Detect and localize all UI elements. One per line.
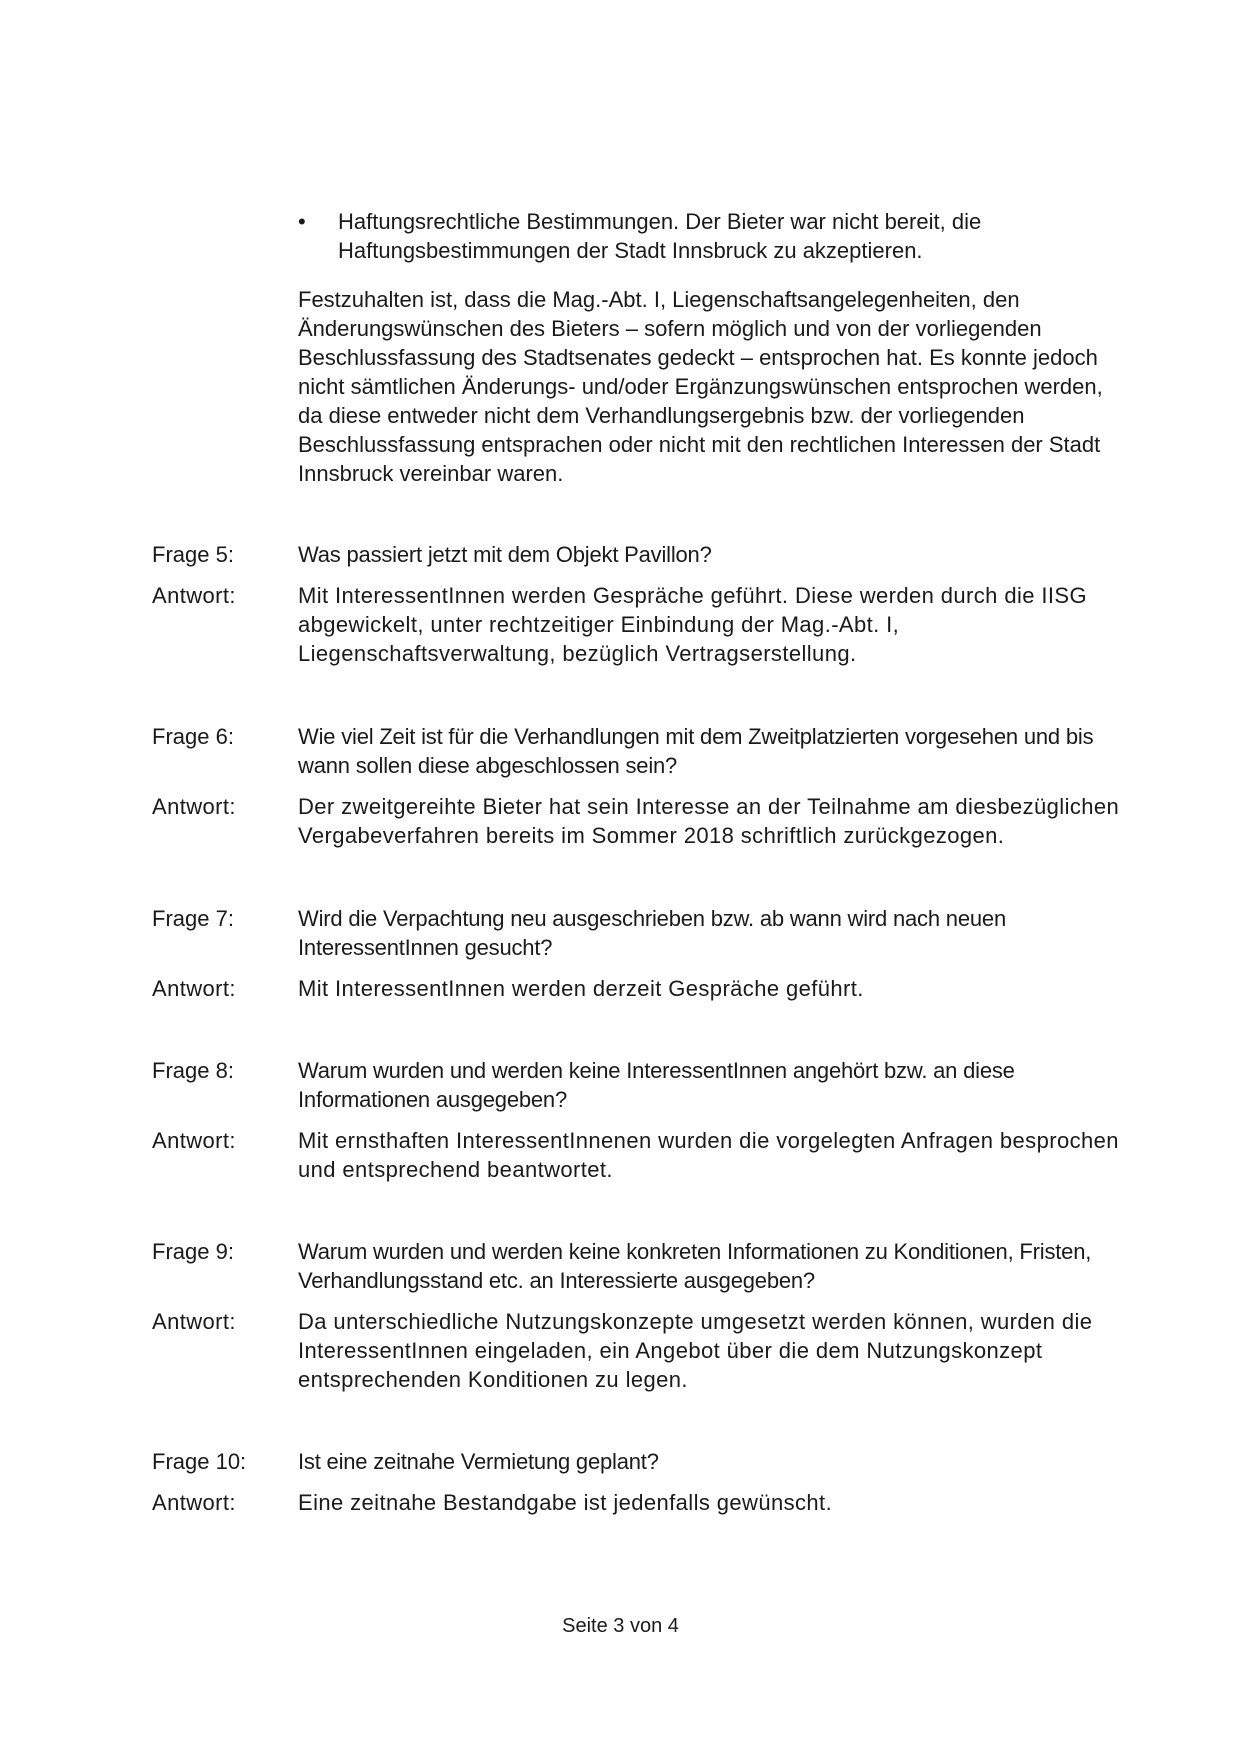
answer-text: Mit ernsthaften InteressentInnenen wurden die vorgelegten Anfragen besprochen und entsprechend beantwortet. xyxy=(298,1128,1119,1182)
question-label: Frage 7: xyxy=(152,906,234,931)
answer-row xyxy=(152,1488,1142,1517)
bullet-text: Haftungsrechtliche Bestimmungen. Der Bieter war nicht bereit, die Haftungsbestimmungen der Stadt Innsbruck zu akzeptieren. xyxy=(338,209,982,263)
page-footer: Seite 3 von 4 xyxy=(562,1615,679,1637)
question-row xyxy=(152,1237,1142,1295)
question-row xyxy=(152,540,1142,569)
qa-block-10 xyxy=(152,1447,1142,1529)
qa-block-8 xyxy=(152,1056,1142,1196)
answer-text: Da unterschiedliche Nutzungskonzepte umgesetzt werden können, wurden die InteressentInnen eingeladen, ein Angebot über die dem Nutzungskonzept entsprechenden Konditionen zu legen. xyxy=(298,1309,1093,1392)
question-text: Warum wurden und werden keine konkreten Informationen zu Konditionen, Fristen, Verhandlungsstand etc. an Interessierte ausgegeben? xyxy=(298,1239,1092,1293)
answer-label: Antwort: xyxy=(152,1128,236,1153)
question-text: Wie viel Zeit ist für die Verhandlungen mit dem Zweitplatzierten vorgesehen und bis wann sollen diese abgeschlossen sein? xyxy=(298,724,1094,778)
question-row xyxy=(152,1447,1142,1476)
question-label: Frage 8: xyxy=(152,1058,234,1083)
answer-row xyxy=(152,581,1142,668)
question-text: Ist eine zeitnahe Vermietung geplant? xyxy=(298,1449,659,1474)
question-text: Was passiert jetzt mit dem Objekt Pavillon? xyxy=(298,542,712,567)
answer-text: Mit InteressentInnen werden Gespräche geführt. Diese werden durch die IISG abgewickelt, unter rechtzeitiger Einbindung der Mag.-Abt. I, Liegenschaftsverwaltung, bezüglich Vertragserstellung. xyxy=(298,583,1088,666)
body-paragraph: Festzuhalten ist, dass die Mag.-Abt. I, Liegenschaftsangelegenheiten, den Änderungswünschen des Bieters – sofern möglich und von der vorliegenden Beschlussfassung des Stadtsenates gedeckt – entsprochen hat. Es konnte jedoch nicht sämtlichen Änderungs- und/oder Ergänzungswünschen entsprochen werden, da diese entweder nicht dem Verhandlungsergebnis bzw. der vorliegenden Beschlussfassung entsprachen oder nicht mit den rechtlichen Interessen der Stadt Innsbruck vereinbar waren. xyxy=(298,287,1103,486)
question-row xyxy=(152,722,1142,780)
answer-row xyxy=(152,974,1142,1003)
answer-label: Antwort: xyxy=(152,1490,236,1515)
answer-text: Der zweitgereihte Bieter hat sein Interesse an der Teilnahme am diesbezüglichen Vergabeverfahren bereits im Sommer 2018 schriftlich zurückgezogen. xyxy=(298,794,1120,848)
bullet-item xyxy=(298,207,1128,265)
qa-block-5 xyxy=(152,540,1142,680)
answer-label: Antwort: xyxy=(152,583,236,608)
question-row xyxy=(152,1056,1142,1114)
answer-label: Antwort: xyxy=(152,794,236,819)
question-row xyxy=(152,904,1142,962)
bullet-icon: • xyxy=(298,209,306,234)
answer-row xyxy=(152,1126,1142,1184)
answer-row xyxy=(152,1307,1142,1394)
qa-block-9 xyxy=(152,1237,1142,1406)
answer-label: Antwort: xyxy=(152,1309,236,1334)
answer-label: Antwort: xyxy=(152,976,236,1001)
answer-row xyxy=(152,792,1142,850)
question-label: Frage 5: xyxy=(152,542,234,567)
question-label: Frage 9: xyxy=(152,1239,234,1264)
answer-text: Mit InteressentInnen werden derzeit Gespräche geführt. xyxy=(298,976,864,1001)
qa-block-7 xyxy=(152,904,1142,1015)
question-text: Wird die Verpachtung neu ausgeschrieben bzw. ab wann wird nach neuen InteressentInnen gesucht? xyxy=(298,906,1006,960)
question-text: Warum wurden und werden keine InteressentInnen angehört bzw. an diese Informationen ausgegeben? xyxy=(298,1058,1015,1112)
qa-block-6 xyxy=(152,722,1142,862)
bullet-list xyxy=(298,207,1128,265)
question-label: Frage 10: xyxy=(152,1449,247,1474)
answer-text: Eine zeitnahe Bestandgabe ist jedenfalls gewünscht. xyxy=(298,1490,833,1515)
question-label: Frage 6: xyxy=(152,724,234,749)
